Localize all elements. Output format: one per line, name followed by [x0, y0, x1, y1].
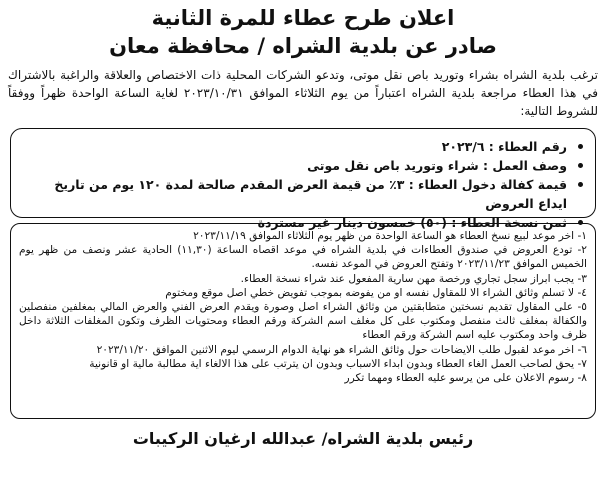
tender-number-text: رقم العطاء : ٢٠٢٣/٦ [441, 139, 567, 154]
conditions-list [19, 229, 587, 385]
work-description [23, 156, 583, 175]
condition-item-6: ٦- اخر موعد لقبول طلب الايضاحات حول وثائق الشراء هو نهاية الدوام الرسمي ليوم الاثنين الموافق ٢٠٢٣/١١/٢٠ [96, 343, 587, 356]
condition-item-3: ٣- يجب ابراز سجل تجاري ورخصة مهن سارية المفعول عند شراء نسخة العطاء. [240, 272, 587, 285]
tender-details-list [23, 137, 583, 232]
bullet-icon [578, 220, 583, 225]
condition-item-4: ٤- لا تسلم وثائق الشراء الا للمقاول نفسه او من يفوضه بموجب تفويض خطي اصل موقع ومختوم [165, 286, 587, 299]
condition-item-1: ١- اخر موعد لبيع نسخ العطاء هو الساعة الواحدة من ظهر يوم الثلاثاء الموافق ٢٠٢٣/١١/١٩ [193, 230, 587, 242]
tender-copy-price [23, 213, 583, 232]
announcement-title: اعلان طرح عطاء للمرة الثانية [151, 6, 455, 30]
bullet-icon [578, 144, 583, 149]
bid-bond-value [23, 175, 583, 213]
bid-bond-value-text: قيمة كفالة دخول العطاء : ٣٪ من قيمة العرض المقدم صالحة لمدة ١٢٠ يوم من تاريخ ايداع العروض [54, 177, 567, 211]
tender-number [23, 137, 583, 156]
bullet-icon [578, 182, 583, 187]
bullet-icon [578, 163, 583, 168]
condition-item-5: ٥- على المقاول تقديم نسختين متطابقتين من وثائق الشراء اصل وصورة ويقدم العرض الفني والعرض المالي بمغلفين منفصلين والكفالة بمغلف ثالث منفصل ومكتوب على كل مغلف اسم الشركة ورقم العطاء ومحتويات الظرف وتكون المغلفات الثلاثة داخل ظرف واحد ومكتوب عليه اسم الشركة ورقم العطاء [19, 301, 587, 342]
announcement-subtitle: صادر عن بلدية الشراه / محافظة معان [109, 34, 497, 58]
conditions-box [10, 223, 596, 419]
tender-copy-price-text: ثمن نسخة العطاء : (٥٠) خمسون دينار غير مستردة [257, 215, 567, 230]
condition-item-2: ٢- تودع العروض في صندوق العطاءات في بلدية الشراه في موعد اقصاه الساعة (١١,٣٠) الحادية عشر ونصف من ظهر يوم الخميس الموافق ٢٠٢٣/١١/٢٣ وتفتح العروض في الموعد نفسه. [19, 244, 587, 271]
work-description-text: وصف العمل : شراء وتوريد باص نقل موتى [307, 158, 567, 173]
signature: رئيس بلدية الشراه/ عبدالله ارغيان الركيبات [132, 429, 474, 448]
intro-paragraph: ترغب بلدية الشراه بشراء وتوريد باص نقل موتى، وتدعو الشركات المحلية ذات الاختصاص والعلاقة والراغبة بالاشتراك في هذا العطاء مراجعة بلدية الشراه اعتباراً من يوم الثلاثاء الموافق ٢٠٢٣/١٠/٣١ لغاية الساعة الواحدة ظهراً ووفقاً للشروط التالية: [8, 68, 599, 118]
tender-details-box [10, 128, 596, 230]
condition-item-8: ٨- رسوم الاعلان على من يرسو عليه العطاء ومهما تكرر [344, 372, 587, 385]
condition-item-7: ٧- يحق لصاحب العمل الغاء العطاء وبدون ابداء الاسباب وبدون ان يترتب على هذا الالغاء اية مطالبة مالية او قانونية [89, 357, 587, 370]
